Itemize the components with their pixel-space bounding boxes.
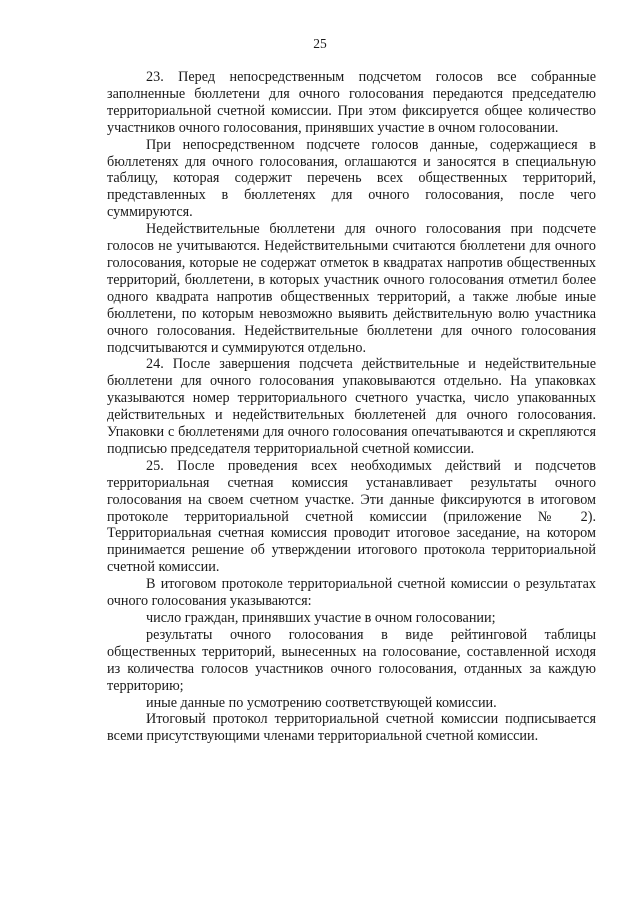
- paragraph-25-results-protocol: 25. После проведения всех необходимых действий и подсчетов территориальная счетная комиссия устанавливает результаты очного голосования на своем счетном участке. Эти данные фиксируются в итоговом протоколе территориальной счетной комиссии (приложение № 2). Территориальная счетная комиссия проводит итоговое заседание, на котором принимается решение об утверждении итогового протокола территориальной счетной комиссии.: [107, 457, 596, 576]
- paragraph-ballot-data-tabulation: При непосредственном подсчете голосов данные, содержащиеся в бюллетенях для очного голосования, оглашаются и заносятся в специальную таблицу, которая содержит перечень всех общественных территорий, представленных в бюллетенях для очного голосования, после чего суммируются.: [107, 136, 596, 221]
- list-item-rating-table: результаты очного голосования в виде рейтинговой таблицы общественных территорий, вынесенных на голосование, составленной исходя из количества голосов участников очного голосования, отданных за каждую территорию;: [107, 626, 596, 694]
- paragraph-protocol-signature: Итоговый протокол территориальной счетной комиссии подписывается всеми присутствующими членами территориальной счетной комиссии.: [107, 711, 596, 745]
- paragraph-24-ballot-packaging: 24. После завершения подсчета действительные и недействительные бюллетени для очного голосования упаковываются отдельно. На упаковках указываются номер территориального счетного участка, число упакованных действительных и недействительных бюллетеней для очного голосования. Упаковки с бюллетенями для очного голосования опечатываются и скрепляются подписью председателя территориальной счетной комиссии.: [107, 356, 596, 457]
- paragraph-protocol-contents-intro: В итоговом протоколе территориальной счетной комиссии о результатах очного голосования указываются:: [107, 576, 596, 610]
- paragraph-23-vote-count-preparation: 23. Перед непосредственным подсчетом голосов все собранные заполненные бюллетени для очного голосования передаются председателю территориальной счетной комиссии. При этом фиксируется общее количество участников очного голосования, принявших участие в очном голосовании.: [107, 69, 596, 136]
- document-body: [107, 69, 596, 745]
- page-number: 25: [313, 36, 327, 51]
- paragraph-invalid-ballots: Недействительные бюллетени для очного голосования при подсчете голосов не учитываются. Недействительными считаются бюллетени для очного голосования, которые не содержат отметок в квадратах напротив общественных территорий, бюллетени, в которых участник очного голосования отметил более одного квадрата напротив общественных территорий, а также любые иные бюллетени, по которым невозможно выявить действительную волю участника очного голосования. Недействительные бюллетени для очного голосования подсчитываются и суммируются отдельно.: [107, 221, 596, 356]
- list-item-other-data: иные данные по усмотрению соответствующей комиссии.: [146, 694, 497, 711]
- list-item-participants-count: число граждан, принявших участие в очном голосовании;: [146, 610, 496, 626]
